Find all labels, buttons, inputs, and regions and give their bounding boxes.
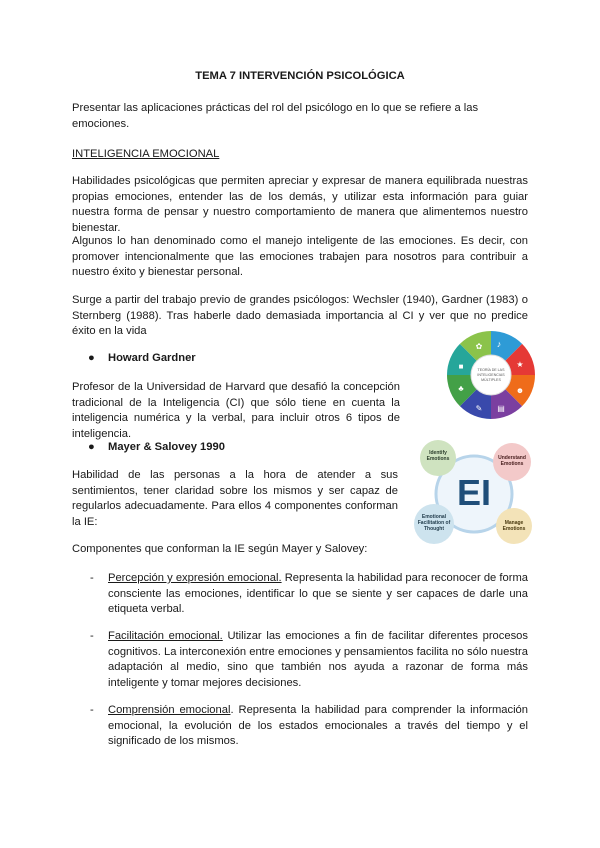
bullet-dot: ● [88,441,95,453]
ei-diagram [412,438,536,548]
svg-text:MÚLTIPLES: MÚLTIPLES [481,378,501,382]
bullet-dot: ● [88,352,95,364]
management-paragraph: Algunos lo han denominado como el manejo inteligente de las emociones. Es decir, con promover intencionalmente que las emociones trabajen para nosotros para contribuir a nuestro éxito y bienestar personal. [72,235,528,279]
bullet-mayer-salovey: Mayer & Salovey 1990 [108,441,225,453]
component-text: . Representa la habilidad para comprender la información emocional, la evolución de los estados emocionales a través del tiempo y el significado de los mismos. [108,704,529,748]
page-title: TEMA 7 INTERVENCIÓN PSICOLÓGICA [195,70,405,82]
component-term: Percepción y expresión emocional. [108,572,282,584]
svg-text:INTELIGENCIAS: INTELIGENCIAS [477,373,505,377]
svg-text:☻: ☻ [515,386,525,395]
list-dash: - [90,572,94,584]
intro-paragraph: Presentar las aplicaciones prácticas del rol del psicólogo en lo que se refiere a las emociones. [72,102,479,130]
ei-understand-label: Understand Emotions [498,455,526,467]
ei-manage-label: Manage Emotions [502,520,526,532]
svg-text:♪: ♪ [496,339,502,349]
svg-text:■: ■ [458,362,464,371]
svg-text:♣: ♣ [458,384,464,393]
definition-paragraph: Habilidades psicológicas que permiten apreciar y expresar de manera equilibrada nuestras propias emociones, entender las de los demás, y utilizar esta información para guiar nuestra forma de pensar y nuestro comportamiento de manera que alimentemos nuestro bienestar. [72,175,528,234]
component-text: Utilizar las emociones a fin de facilitar diferentes procesos cognitivos. La interconexión entre emociones y pensamientos facilita no sólo nuestra adaptación al medio, sino que también nos ayuda a razonar de forma más inteligente y tomar mejores decisiones. [108,630,529,689]
component-item [108,571,528,618]
component-item [108,629,528,691]
ei-facilitation-label: Emotional Facilitation of Thought [417,514,451,532]
svg-text:TEORÍA DE LAS: TEORÍA DE LAS [477,368,505,372]
mayer-salovey-paragraph: Habilidad de las personas a la hora de atender a sus sentimientos, tener claridad sobre los mismos y ser capaz de regularlos adecuadamente. Para ellos 4 componentes conforman la IE: [72,469,398,528]
ei-identify-label: Identify Emotions [426,450,450,462]
components-intro: Componentes que conforman la IE según Mayer y Salovey: [72,543,368,555]
bullet-gardner: Howard Gardner [108,352,196,364]
svg-text:✎: ✎ [475,404,483,413]
svg-text:▤: ▤ [497,404,505,413]
component-text: Representa la habilidad para reconocer de forma consciente las emociones, identificar lo que se siente y ser capaces de darle una etiqueta verbal. [108,572,529,616]
svg-text:✿: ✿ [475,342,483,351]
section-heading: INTELIGENCIA EMOCIONAL [72,148,220,160]
list-dash: - [90,630,94,642]
ei-center-label: EI [456,472,491,513]
origin-paragraph: Surge a partir del trabajo previo de grandes psicólogos: Wechsler (1940), Gardner (1983) o Sternberg (1988). Tras haberle dado demasiada importancia al CI y ver que no predice éxito en la vida [72,294,528,338]
component-term: Facilitación emocional. [108,630,223,642]
list-dash: - [90,704,94,716]
component-term: Comprensión emocional [108,704,231,716]
component-item [108,703,528,750]
gardner-paragraph: Profesor de la Universidad de Harvard que desafió la concepción tradicional de la Inteligencia (CI) que sólo tiene en cuenta la inteligencia numérica y la verbal, para incluir otros 6 tipos de inteligencia. [72,381,400,440]
svg-text:★: ★ [516,360,524,369]
multiple-intelligences-wheel [446,330,536,420]
